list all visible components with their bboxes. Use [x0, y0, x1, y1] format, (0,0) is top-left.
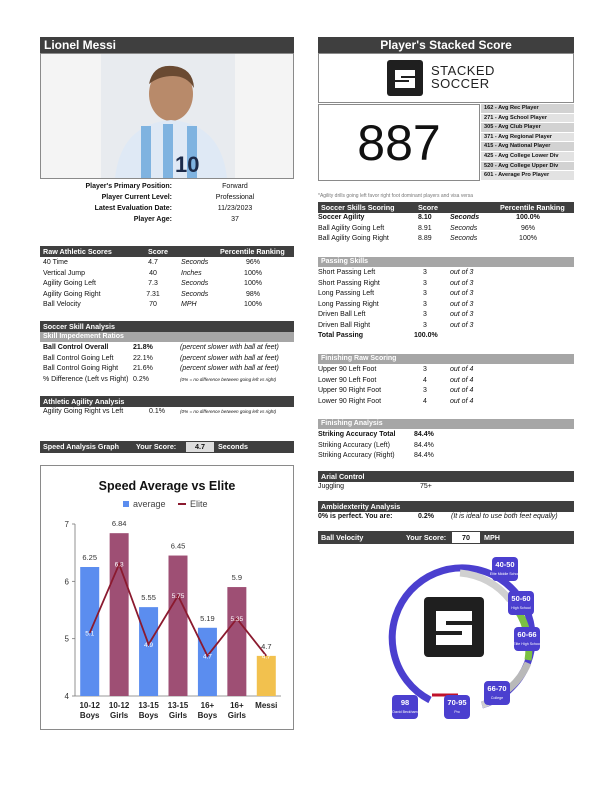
bar-value-label: 6.84: [111, 519, 127, 529]
skill-analysis-table: [43, 343, 293, 385]
benchmark-list: [481, 104, 574, 181]
table-row: Striking Accuracy (Left) 84.4%: [318, 441, 434, 449]
gauge-tag-desc: David Beckham: [392, 710, 418, 714]
bar-average: [227, 587, 246, 696]
speed-analysis-bar: Speed Analysis Graph Your Score: 4.7 Seconds: [40, 441, 294, 453]
athletic-agility-row: Agility Going Right vs Left 0.1% (0% = no difference between going left vs right): [43, 408, 277, 415]
gauge-tag-desc: Elite Middle School: [489, 572, 521, 576]
table-row: Total Passing 100.0%: [318, 332, 438, 339]
athletic-table: [43, 258, 293, 311]
stacked-logo-text: STACKED SOCCER: [431, 63, 495, 91]
player-photo: [101, 54, 235, 178]
legend-label-elite: Elite: [190, 499, 208, 509]
arial-control-row: Juggling 75+: [318, 483, 432, 490]
gauge-tag: [484, 681, 510, 705]
table-row: Driven Ball Right 3 out of 3: [318, 321, 474, 329]
stacked-logo-box: [318, 53, 574, 103]
table-row: Ball Control Overall 21.8% (percent slower with ball at feet): [43, 344, 279, 351]
table-row: Upper 90 Right Foot 3 out of 4: [318, 387, 474, 394]
legend-label-average: average: [133, 499, 166, 509]
finishing-analysis-header: Finishing Analysis: [318, 419, 574, 429]
bar-average: [257, 656, 276, 696]
player-info-row: Player Current Level: Professional: [101, 194, 255, 201]
athletic-header: Raw Athletic Scores Score Percentile Ranking: [40, 246, 294, 257]
y-tick-label: 7: [64, 520, 69, 529]
bar-average: [110, 533, 129, 696]
benchmark-item: 162 - Avg Rec Player: [481, 104, 574, 114]
legend-swatch-average: [123, 501, 129, 507]
finishing-analysis-table: [318, 430, 574, 462]
gauge-tag: [508, 591, 534, 615]
player-info-row: Player Age: 37: [133, 216, 239, 223]
y-tick-label: 6: [64, 577, 69, 587]
x-tick-label: 13-15: [167, 701, 189, 710]
speed-chart: [41, 466, 293, 729]
table-row: Ball Velocity 70 MPH 100%: [43, 301, 262, 308]
bar-value-label: 5.55: [141, 593, 156, 603]
table-row: Ball Control Going Right 21.6% (percent slower with ball at feet): [43, 365, 279, 372]
table-row: Short Passing Right 3 out of 3: [318, 279, 474, 287]
finishing-raw-header: Finishing Raw Scoring: [318, 354, 574, 364]
chart-title: Speed Average vs Elite: [98, 479, 236, 493]
bar-value-label: 5.9: [231, 573, 243, 583]
player-info: [40, 182, 294, 226]
table-row: Lower 90 Left Foot 4 out of 4: [318, 376, 474, 384]
stacked-score-value: 887: [357, 115, 441, 171]
benchmark-item: 415 - Avg National Player: [481, 142, 574, 152]
player-name-header: [40, 37, 294, 53]
table-row: Ball Agility Going Left 8.91 Seconds 96%: [318, 224, 535, 232]
elite-point-label: 4.7: [261, 653, 271, 661]
elite-point-label: 5.75: [171, 593, 185, 601]
table-row: Ball Agility Going Right 8.89 Seconds 100%: [318, 235, 537, 242]
x-tick-label: 16+: [200, 701, 215, 710]
gauge-tag-range: 98: [400, 698, 410, 707]
table-row: Striking Accuracy Total 84.4%: [318, 431, 434, 438]
bar-value-label: 5.19: [200, 613, 215, 623]
x-tick-label: 10-12: [79, 701, 100, 710]
table-row: Soccer Agility 8.10 Seconds 100.0%: [318, 214, 540, 221]
x-tick-label: 16+: [230, 701, 244, 710]
gauge-tag-range: 40-50: [495, 560, 515, 569]
bar-value-label: 6.45: [170, 541, 186, 551]
table-row: 40 Time 4.7 Seconds 96%: [43, 259, 260, 266]
x-tick-label: Girls: [168, 711, 188, 720]
velocity-score-value: 70: [452, 532, 480, 543]
elite-point-label: 4.7: [202, 653, 212, 661]
gauge-tag: [513, 627, 541, 651]
bar-average: [169, 556, 188, 696]
arial-control-header: Arial Control: [318, 471, 574, 482]
gauge-center-logo-icon: [424, 597, 484, 657]
table-row: Long Passing Right 3 out of 3: [318, 300, 474, 308]
table-row: Striking Accuracy (Right) 84.4%: [318, 452, 434, 459]
table-row: Lower 90 Right Foot 4 out of 4: [318, 397, 474, 405]
benchmark-item: 271 - Avg School Player: [481, 114, 574, 124]
x-tick-label: Messi: [255, 701, 278, 710]
bar-value-label: 6.25: [82, 553, 98, 562]
benchmark-item: 520 - Avg College Upper Div: [481, 162, 574, 172]
skills-header: Soccer Skills Scoring Score Percentile Ranking: [318, 202, 574, 213]
player-info-row: Latest Evaluation Date: 11/23/2023: [94, 205, 253, 212]
elite-point-label: 5.1: [85, 630, 95, 638]
benchmark-item: 425 - Avg College Lower Div: [481, 152, 574, 162]
velocity-gauge: [360, 555, 580, 725]
finishing-raw-table: [318, 365, 574, 407]
x-tick-label: Boys: [138, 711, 159, 720]
stacked-score-header: Player's Stacked Score: [318, 37, 574, 53]
table-row: Agility Going Right 7.31 Seconds 98%: [43, 290, 260, 298]
ambidexterity-row: 0% is perfect. You are: 0.2% (It is ideal to use both feet equally): [318, 513, 558, 520]
table-row: Vertical Jump 40 Inches 100%: [43, 269, 262, 277]
skills-table: [318, 213, 574, 245]
table-row: Upper 90 Left Foot 3 out of 4: [318, 366, 474, 373]
benchmark-item: 305 - Avg Club Player: [481, 123, 574, 133]
gauge-tag-desc: College: [490, 696, 504, 700]
table-row: Ball Control Going Left 22.1% (percent slower with ball at feet): [43, 354, 279, 362]
benchmark-item: 371 - Avg Regional Player: [481, 133, 574, 143]
bar-average: [198, 628, 217, 696]
elite-point-label: 4.9: [144, 641, 154, 649]
table-row: Long Passing Left 3 out of 3: [318, 290, 474, 297]
passing-table: [318, 268, 574, 342]
agility-footnote: *Agility drills going left favor right foot dominant players and visa versa: [318, 193, 474, 199]
gauge-tag: [392, 695, 418, 719]
elite-point-label: 6.3: [114, 561, 124, 569]
x-tick-label: Girls: [227, 711, 246, 720]
y-tick-label: 5: [64, 634, 69, 644]
ambidexterity-header: Ambidexterity Analysis: [318, 501, 574, 512]
svg-text:10: 10: [175, 152, 200, 177]
stacked-soccer-logo-icon: [385, 58, 425, 98]
player-photo-frame: [40, 53, 294, 179]
benchmark-item: 601 - Average Pro Player: [481, 171, 574, 181]
speed-score-value: 4.7: [186, 442, 214, 452]
elite-point-label: 5.35: [230, 616, 244, 624]
gauge-tag-desc: Elite High School: [513, 642, 541, 646]
gauge-tag-range: 60-66: [517, 630, 537, 639]
gauge-tag: [444, 695, 470, 719]
gauge-tag-range: 66-70: [487, 684, 507, 693]
bar-average: [139, 607, 158, 696]
x-tick-label: 10-12: [108, 701, 130, 710]
y-tick-label: 4: [64, 692, 69, 701]
skill-analysis-header: Soccer Skill Analysis: [40, 321, 294, 332]
gauge-tag: [490, 557, 521, 581]
bar-value-label: 4.7: [261, 641, 272, 651]
athletic-agility-header: Athletic Agility Analysis: [40, 396, 294, 407]
gauge-tag-desc: High School: [511, 606, 531, 610]
gauge-tag-range: 50-60: [511, 594, 531, 603]
stacked-score-box: [318, 104, 480, 181]
table-row: Short Passing Left 3 out of 3: [318, 269, 474, 276]
x-tick-label: Boys: [79, 711, 100, 720]
player-info-row: Player's Primary Position: Forward: [85, 183, 248, 190]
x-tick-label: 13-15: [138, 701, 159, 710]
gauge-tag-range: 70-95: [447, 698, 467, 707]
table-row: % Difference (Left vs Right) 0.2% (0% = no difference between going left vs right): [43, 375, 277, 383]
table-row: Agility Going Left 7.3 Seconds 100%: [43, 280, 262, 287]
speed-chart-frame: [40, 465, 294, 730]
player-name: Lionel Messi: [44, 38, 117, 52]
passing-header: Passing Skills: [318, 257, 574, 267]
table-row: Driven Ball Left 3 out of 3: [318, 311, 474, 318]
x-tick-label: Boys: [197, 711, 218, 720]
skill-analysis-subheader: Skill Impedement Ratios: [40, 332, 294, 342]
gauge-tag-desc: Pro: [454, 710, 460, 714]
ball-velocity-bar: Ball Velocity Your Score: 70 MPH: [318, 531, 574, 544]
x-tick-label: Girls: [110, 711, 129, 720]
